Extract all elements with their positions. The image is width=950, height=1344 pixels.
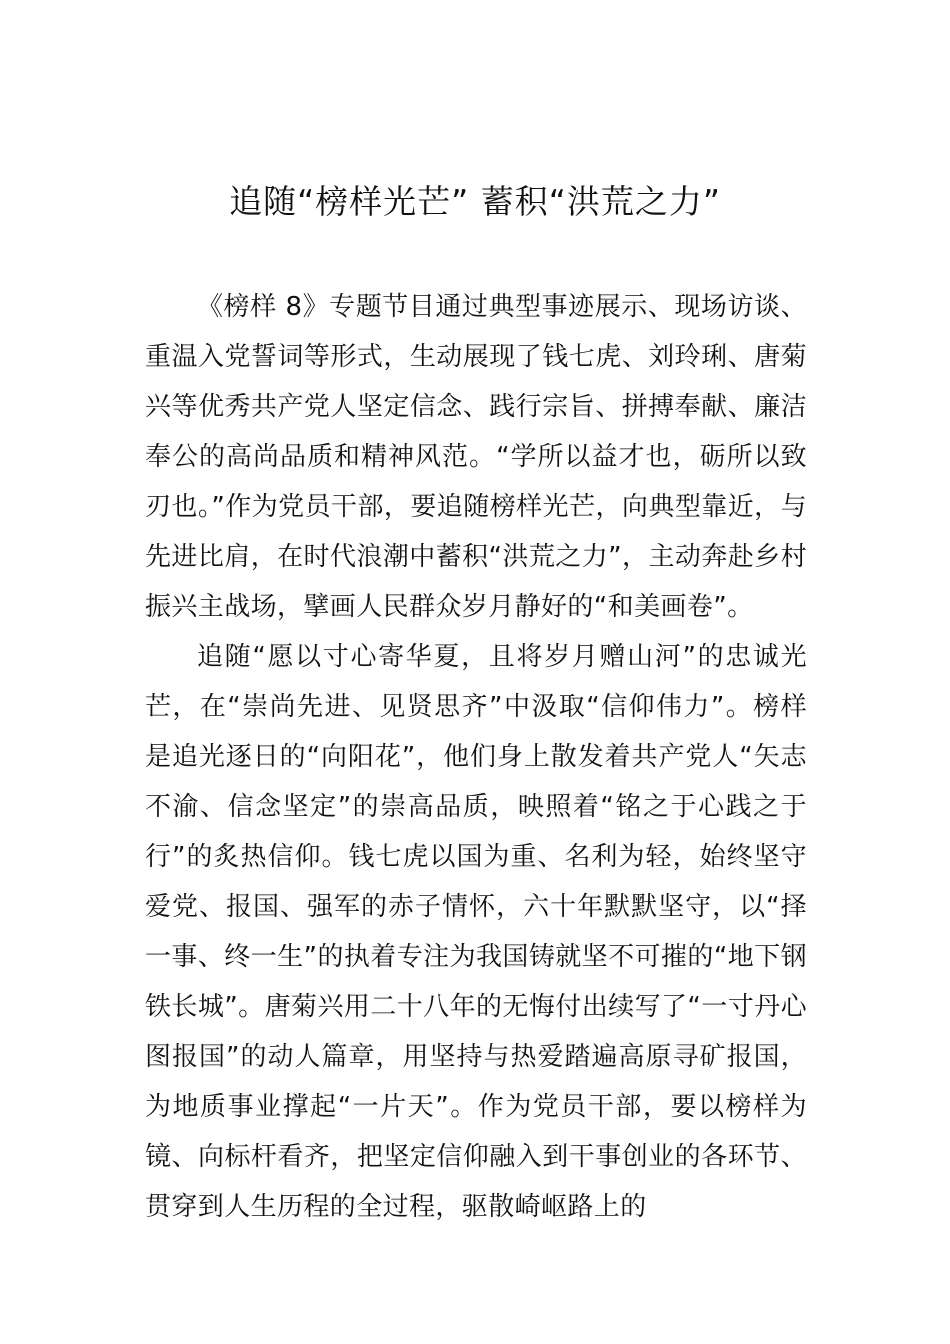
paragraph-2: 追随“愿以寸心寄华夏，且将岁月赠山河”的忠诚光芒，在“崇尚先进、见贤思齐”中汲取“信仰伟力”。榜样是追光逐日的“向阳花”，他们身上散发着共产党人“矢志不渝、信念坚定”的崇高品质，映照着“铭之于心践之于行”的炙热信仰。钱七虎以国为重、名利为轻，始终坚守爱党、报国、强军的赤子情怀，六十年默默坚守，以“择一事、终一生”的执着专注为我国铸就坚不可摧的“地下钢铁长城”。唐菊兴用二十八年的无悔付出续写了“一寸丹心图报国”的动人篇章，用坚持与热爱踏遍高原寻矿报国，为地质事业撑起“一片天”。作为党员干部，要以榜样为镜、向标杆看齐，把坚定信仰融入到干事创业的各环节、贯穿到人生历程的全过程，驱散崎岖路上的 — [145, 642, 807, 1222]
document-body — [145, 282, 807, 1232]
document-title: 追随“榜样光芒” 蓄积“洪荒之力” — [229, 182, 721, 221]
paragraph-1: 《榜样 8》专题节目通过典型事迹展示、现场访谈、重温入党誓词等形式，生动展现了钱七虎、刘玲琍、唐菊兴等优秀共产党人坚定信念、践行宗旨、拼搏奉献、廉洁奉公的高尚品质和精神风范。“学所以益才也，砺所以致刃也。”作为党员干部，要追随榜样光芒，向典型靠近，与先进比肩，在时代浪潮中蓄积“洪荒之力”，主动奔赴乡村振兴主战场，擘画人民群众岁月静好的“和美画卷”。 — [145, 292, 807, 622]
